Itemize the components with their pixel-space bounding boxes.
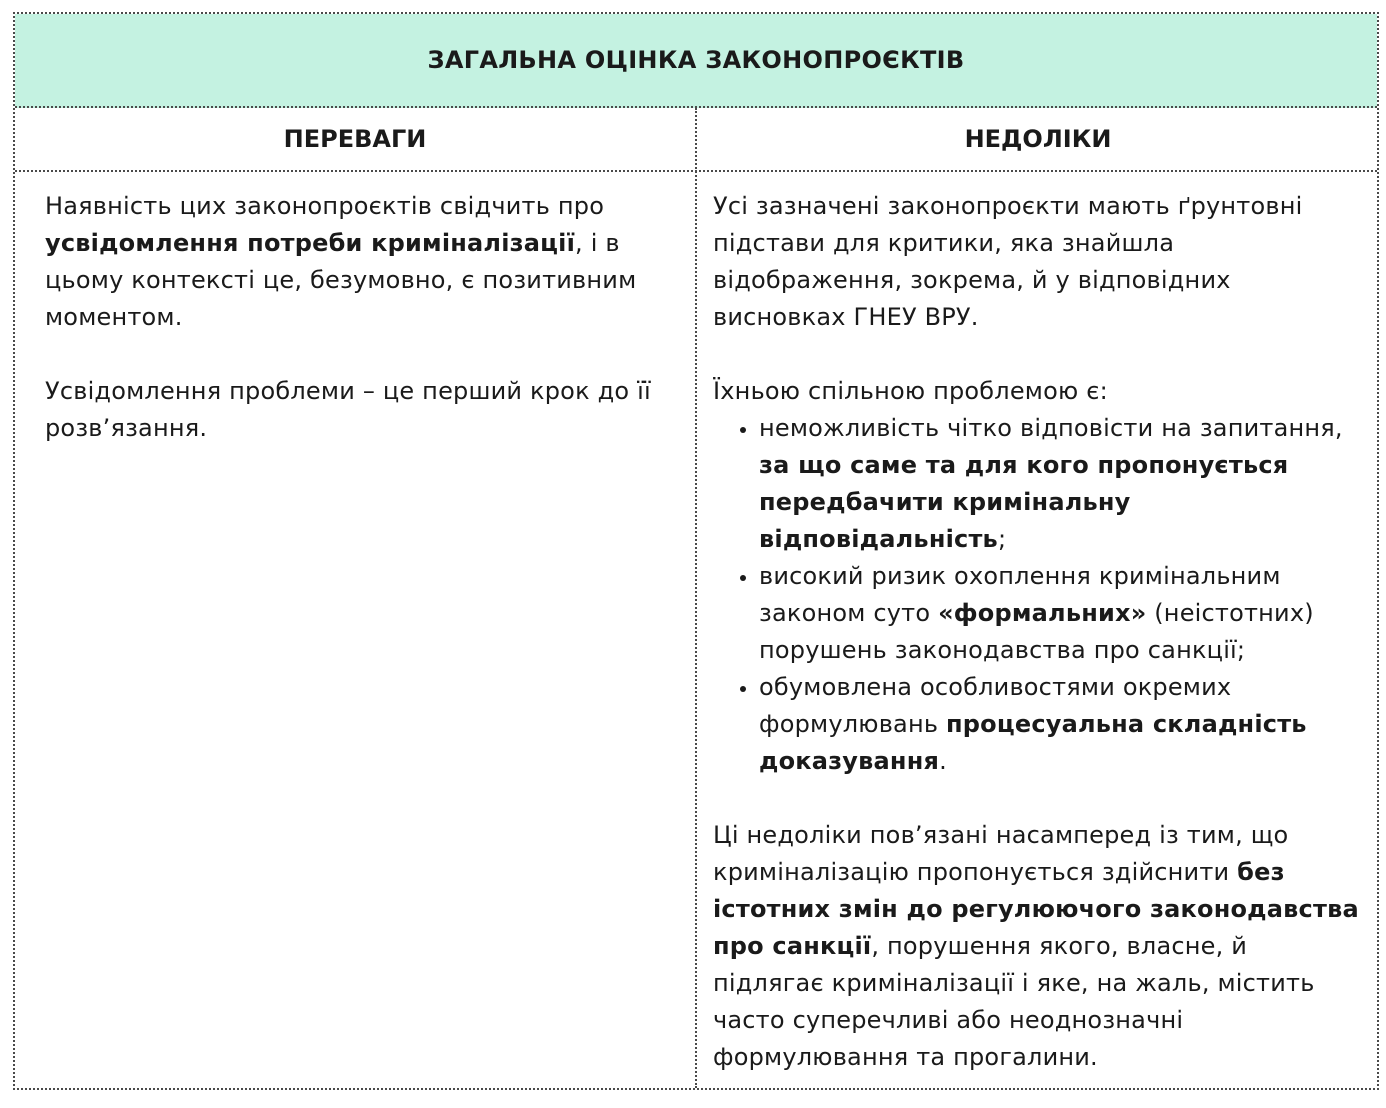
column-divider [695,108,697,1088]
assessment-table [13,12,1379,1090]
paragraph-gap [713,780,1363,817]
table-title: ЗАГАЛЬНА ОЦІНКА ЗАКОНОПРОЄКТІВ [427,46,965,74]
advantages-paragraph-1: Наявність цих законопроєктів свідчить про усвідомлення потреби криміналізації, і в цьому контексті це, безумовно, є позитивним моментом. [45,192,637,331]
disadvantages-paragraph-2: Їхньою спільною проблемою є: [713,377,1108,405]
table-title-row [15,14,1377,108]
list-item: • високий ризик охоплення кримінальним законом суто «формальних» (неістотних) порушень законодавства про санкції; [759,558,1363,669]
problems-list [713,410,1363,780]
advantages-cell [45,172,670,447]
advantages-header: ПЕРЕВАГИ [283,125,427,153]
list-item: • неможливість чітко відповісти на запитання, за що саме та для кого пропонується передбачити кримінальну відповідальність; [759,410,1363,558]
paragraph-gap [45,336,670,373]
disadvantages-cell [713,172,1363,1076]
advantages-paragraph-2: Усвідомлення проблеми – це перший крок до її розв’язання. [45,377,651,442]
paragraph-gap [713,336,1363,373]
disadvantages-paragraph-1: Усі зазначені законопроєкти мають ґрунтовні підстави для критики, яка знайшла відображення, зокрема, й у відповідних висновках ГНЕУ ВРУ. [713,192,1303,331]
list-item: • обумовлена особливостями окремих формулювань процесуальна складність доказування. [759,669,1363,780]
disadvantages-header: НЕДОЛІКИ [964,125,1112,153]
disadvantages-paragraph-3: Ці недоліки пов’язані насамперед із тим, що криміналізацію пропонується здійснити без істотних змін до регулюючого законодавства про санкції, порушення якого, власне, й підлягає криміналізації і яке, на жаль, містить часто суперечливі або неоднозначні формулювання та прогалини. [713,821,1359,1071]
